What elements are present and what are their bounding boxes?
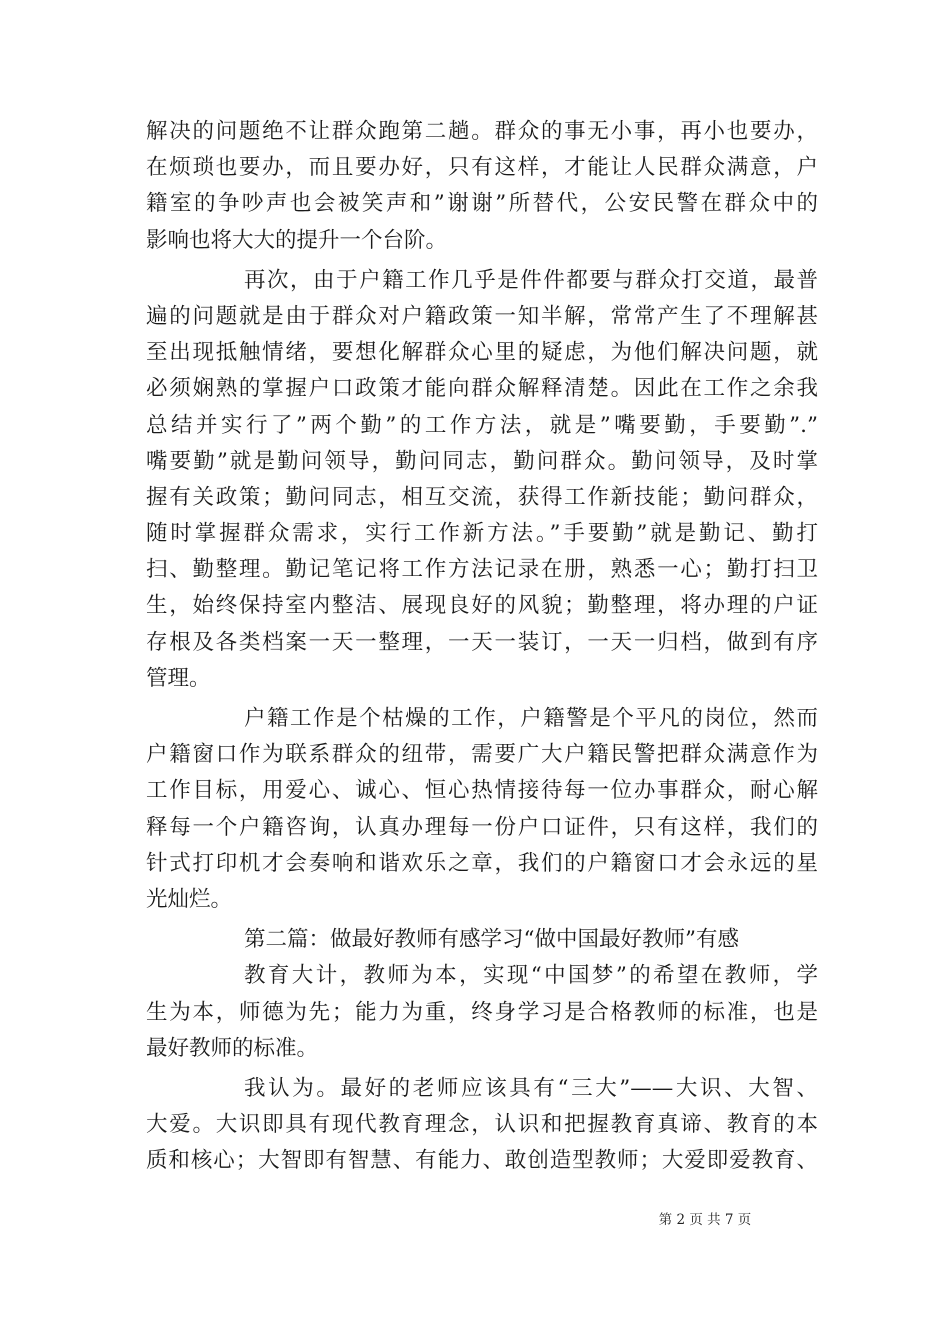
text-line: 释每一个户籍咨询，认真办理每一份户口证件，只有这样，我们的 xyxy=(146,814,818,840)
text-line: 籍室的争吵声也会被笑声和”谢谢”所替代，公安民警在群众中的 xyxy=(146,191,818,217)
text-line: 随时掌握群众需求，实行工作新方法。”手要勤”就是勤记、勤打 xyxy=(146,521,818,547)
text-line: 嘴要勤”就是勤问领导，勤问同志，勤问群众。勤问领导，及时掌 xyxy=(146,448,818,474)
paragraph-3 xyxy=(146,701,818,918)
paragraph-2 xyxy=(146,263,818,697)
text-line: 至出现抵触情绪，要想化解群众心里的疑虑，为他们解决问题，就 xyxy=(146,340,818,366)
text-line: 再次，由于户籍工作几乎是件件都要与群众打交道，最普 xyxy=(244,267,818,293)
section-heading: 第二篇：做最好教师有感学习“做中国最好教师”有感 xyxy=(244,927,739,953)
paragraph-1 xyxy=(146,114,818,259)
text-line: 生，始终保持室内整洁、展现良好的风貌；勤整理，将办理的户证 xyxy=(146,593,818,619)
text-line: 户籍窗口作为联系群众的纽带，需要广大户籍民警把群众满意作为 xyxy=(146,742,818,768)
body-text xyxy=(146,114,818,1179)
text-line: 质和核心；大智即有智慧、有能力、敢创造型教师；大爱即爱教育、 xyxy=(146,1148,818,1174)
text-line: 教育大计，教师为本，实现“中国梦”的希望在教师，学 xyxy=(244,963,818,989)
text-line: 光灿烂。 xyxy=(146,886,233,912)
page-footer xyxy=(0,1208,950,1228)
text-line: 必须娴熟的掌握户口政策才能向群众解释清楚。因此在工作之余我 xyxy=(146,376,818,402)
text-line: 影响也将大大的提升一个台阶。 xyxy=(146,227,448,253)
text-line: 握有关政策；勤问同志，相互交流，获得工作新技能；勤问群众， xyxy=(146,484,818,510)
text-line: 生为本，师德为先；能力为重，终身学习是合格教师的标准，也是 xyxy=(146,999,818,1025)
text-line: 遍的问题就是由于群众对户籍政策一知半解，常常产生了不理解甚 xyxy=(146,303,818,329)
page-number: 第 2 页 共 7 页 xyxy=(658,1212,752,1228)
text-line: 我认为。最好的老师应该具有“三大”——大识、大智、 xyxy=(244,1075,818,1101)
text-line: 最好教师的标准。 xyxy=(146,1035,319,1061)
text-line: 解决的问题绝不让群众跑第二趟。群众的事无小事，再小也要办， xyxy=(146,119,818,144)
text-line: 扫、勤整理。勤记笔记将工作方法记录在册，熟悉一心；勤打扫卫 xyxy=(146,557,818,583)
text-line: 总结并实行了”两个勤”的工作方法，就是”嘴要勤，手要勤”.” xyxy=(146,412,818,438)
paragraph-5 xyxy=(146,1071,818,1180)
text-line: 大爱。大识即具有现代教育理念，认识和把握教育真谛、教育的本 xyxy=(146,1112,818,1138)
text-line: 针式打印机才会奏响和谐欢乐之章，我们的户籍窗口才会永远的星 xyxy=(146,850,818,876)
paragraph-4 xyxy=(146,958,818,1067)
text-line: 户籍工作是个枯燥的工作，户籍警是个平凡的岗位，然而 xyxy=(244,706,818,731)
text-line: 在烦琐也要办，而且要办好，只有这样，才能让人民群众满意，户 xyxy=(146,155,818,181)
text-line: 存根及各类档案一天一整理，一天一装订，一天一归档，做到有序 xyxy=(146,629,818,655)
text-line: 管理。 xyxy=(146,665,211,691)
text-line: 工作目标，用爱心、诚心、恒心热情接待每一位办事群众，耐心解 xyxy=(146,778,818,804)
